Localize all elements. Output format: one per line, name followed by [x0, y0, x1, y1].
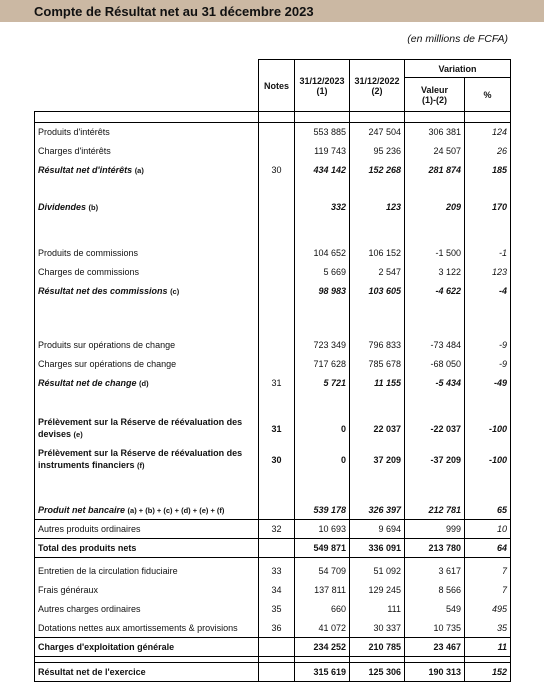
- unit-note: (en millions de FCFA): [407, 33, 508, 45]
- table-row: Dotations nettes aux amortissements & provisions 36 41 072 30 337 10 735 35: [35, 619, 511, 638]
- header-blank: [35, 60, 259, 112]
- table-row: Charges d'intérêts 119 743 95 236 24 507 26: [35, 142, 511, 161]
- table-row: Prélèvement sur la Réserve de réévaluation des devises (e) 31 0 22 037 -22 037 -100: [35, 413, 511, 445]
- table-row: Total des produits nets 549 871 336 091 213 780 64: [35, 539, 511, 558]
- header-2023: 31/12/2023 (1): [295, 60, 350, 112]
- header-variation: Variation: [405, 60, 511, 78]
- table-row: Dividendes (b) 332 123 209 170: [35, 198, 511, 217]
- table-row: Autres produits ordinaires 32 10 693 9 694 999 10: [35, 520, 511, 539]
- header-valeur: Valeur (1)-(2): [405, 78, 465, 112]
- income-statement-table: [34, 59, 511, 682]
- table-row: Produits d'intérêts 553 885 247 504 306 381 124: [35, 123, 511, 142]
- table-row: Prélèvement sur la Réserve de réévaluation des instruments financiers (f) 30 0 37 209 -37 209 -100: [35, 445, 511, 475]
- header-pct: %: [465, 78, 511, 112]
- table-row: Frais généraux 34 137 811 129 245 8 566 7: [35, 581, 511, 600]
- title-bar: [0, 0, 544, 22]
- table-row: Produits de commissions 104 652 106 152 -1 500 -1: [35, 244, 511, 263]
- table-row: Résultat net de change (d) 31 5 721 11 155 -5 434 -49: [35, 374, 511, 393]
- table-row: Résultat net d'intérêts (a) 30 434 142 152 268 281 874 185: [35, 161, 511, 180]
- table-row: Produit net bancaire (a) + (b) + (c) + (d) + (e) + (f) 539 178 326 397 212 781 65: [35, 501, 511, 520]
- header-notes: Notes: [259, 60, 295, 112]
- table-row: Entretien de la circulation fiduciaire 33 54 709 51 092 3 617 7: [35, 562, 511, 581]
- table-row: Résultat net des commissions (c) 98 983 103 605 -4 622 -4: [35, 282, 511, 301]
- table-row: Charges de commissions 5 669 2 547 3 122 123: [35, 263, 511, 282]
- header-2022: 31/12/2022 (2): [350, 60, 405, 112]
- table-row: Charges sur opérations de change 717 628 785 678 -68 050 -9: [35, 355, 511, 374]
- table-row: Charges d'exploitation générale 234 252 210 785 23 467 11: [35, 638, 511, 657]
- table-row: Produits sur opérations de change 723 349 796 833 -73 484 -9: [35, 336, 511, 355]
- table-row: Autres charges ordinaires 35 660 111 549 495: [35, 600, 511, 619]
- page-title: Compte de Résultat net au 31 décembre 2023: [34, 4, 314, 19]
- table-row: Résultat net de l'exercice 315 619 125 306 190 313 152: [35, 663, 511, 682]
